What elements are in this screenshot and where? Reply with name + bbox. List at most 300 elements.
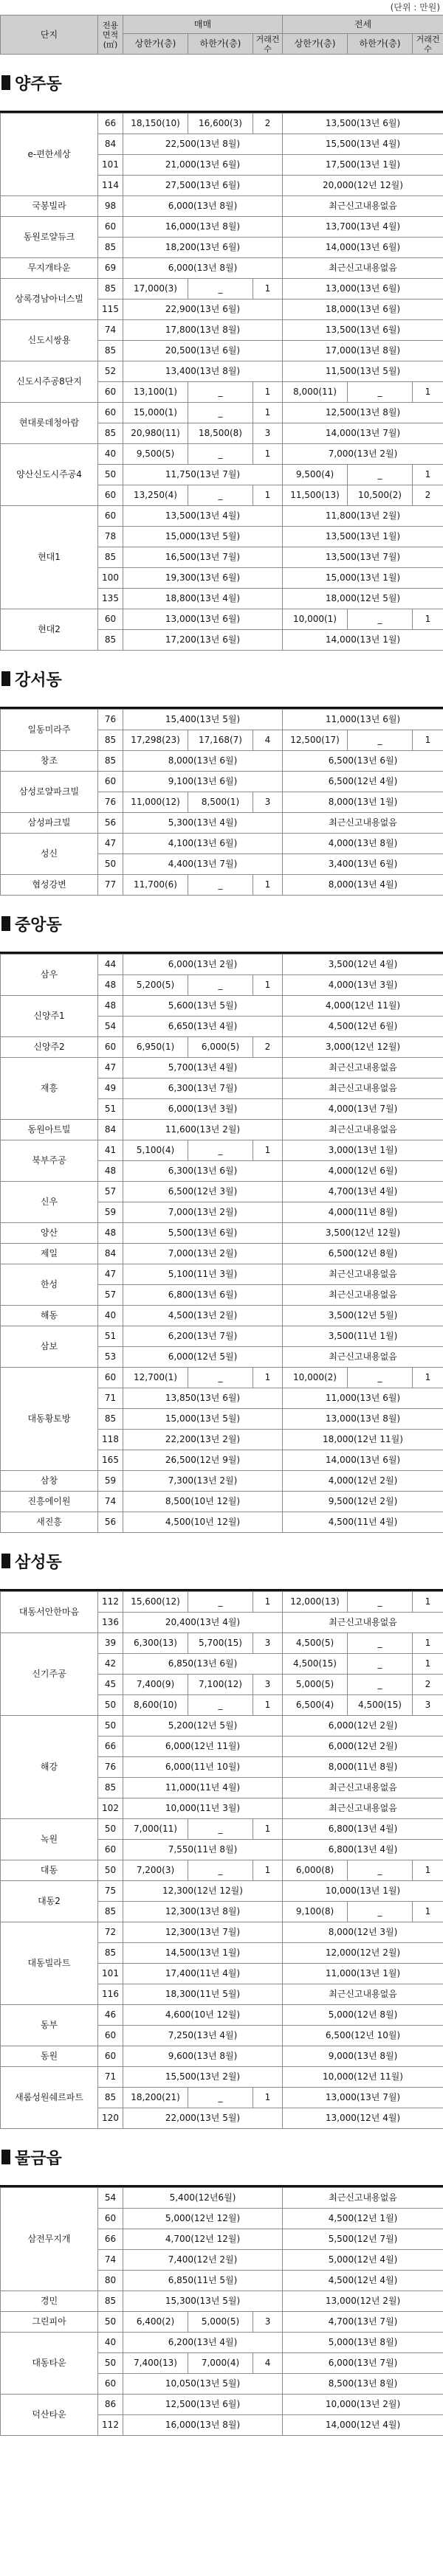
sale-upper: 10,050(13년 5월) — [123, 2374, 283, 2395]
sale-upper: 6,000(12년 5월) — [123, 1347, 283, 1368]
sale-upper: 4,700(12년 12월) — [123, 2229, 283, 2250]
area: 40 — [98, 2333, 123, 2353]
table-row — [1, 1492, 443, 1512]
lease-upper: 13,700(13년 4월) — [283, 217, 443, 238]
area: 69 — [98, 258, 123, 279]
lease-upper: 최근신고내용없음 — [283, 1078, 443, 1099]
section-title — [0, 55, 443, 111]
lease-upper: 4,500(15) — [283, 1654, 348, 1675]
lease-upper: 18,000(12년 5월) — [283, 589, 443, 609]
area: 51 — [98, 1326, 123, 1347]
sale-lower: _ — [188, 2088, 253, 2108]
area: 66 — [98, 2229, 123, 2250]
table-row — [1, 2188, 443, 2209]
unit-note: (단위 : 만원) — [390, 2, 440, 13]
sale-upper: 9,500(5) — [123, 444, 188, 465]
lease-upper: 14,000(13년 6월) — [283, 1450, 443, 1471]
section-table — [0, 1591, 443, 2129]
sale-upper: 6,300(13) — [123, 1633, 188, 1654]
area: 120 — [98, 2108, 123, 2129]
lease-upper: 7,000(13년 2월) — [283, 444, 443, 465]
lease-upper: 4,700(13년 4월) — [283, 1182, 443, 1202]
header-lease: 전세 — [283, 15, 443, 34]
lease-count: 1 — [413, 730, 443, 751]
lease-count: 1 — [413, 1654, 443, 1675]
sale-lower: _ — [188, 1695, 253, 1716]
lease-upper: 13,500(13년 6월) — [283, 320, 443, 341]
complex-name: 삼창 — [1, 1471, 98, 1492]
table-row — [1, 813, 443, 834]
sale-upper: 7,000(13년 2월) — [123, 1202, 283, 1223]
complex-name: 대동 — [1, 1860, 98, 1881]
sale-upper: 16,500(13년 7월) — [123, 547, 283, 568]
sale-upper: 17,800(13년 8월) — [123, 320, 283, 341]
lease-upper: 4,500(12년 1월) — [283, 2209, 443, 2229]
complex-name: 창조 — [1, 751, 98, 772]
sale-upper: 12,700(1) — [123, 1368, 188, 1388]
area: 78 — [98, 527, 123, 547]
sale-count: 1 — [253, 1368, 283, 1388]
sale-count: 4 — [253, 730, 283, 751]
lease-upper: 9,500(4) — [283, 465, 348, 485]
lease-upper: 6,800(13년 4월) — [283, 1819, 443, 1840]
lease-lower: _ — [348, 1675, 413, 1695]
table-row — [1, 217, 443, 238]
section-table — [0, 954, 443, 1533]
lease-upper: 13,500(13년 6월) — [283, 114, 443, 134]
area: 85 — [98, 2291, 123, 2312]
section-title — [0, 1533, 443, 1589]
table-row — [1, 710, 443, 730]
area: 112 — [98, 1592, 123, 1613]
lease-count: 2 — [413, 1675, 443, 1695]
sale-upper: 6,850(13년 6월) — [123, 1654, 283, 1675]
sale-upper: 13,250(4) — [123, 485, 188, 506]
area: 48 — [98, 1161, 123, 1182]
table-row — [1, 609, 443, 630]
sale-count: 3 — [253, 1675, 283, 1695]
complex-name: 새진흥 — [1, 1512, 98, 1533]
sale-upper: 27,500(13년 6월) — [123, 176, 283, 196]
lease-upper: 4,000(11년 8월) — [283, 1202, 443, 1223]
area: 84 — [98, 1244, 123, 1264]
lease-upper: 4,000(13년 7월) — [283, 1099, 443, 1120]
lease-upper: 3,500(12년 5월) — [283, 1306, 443, 1326]
sale-lower: _ — [188, 403, 253, 423]
complex-name: 동원 — [1, 2046, 98, 2067]
sale-upper: 11,000(11년 4월) — [123, 1778, 283, 1798]
sale-upper: 5,500(13년 6월) — [123, 1223, 283, 1244]
area: 42 — [98, 1654, 123, 1675]
header-sale-lower: 하한가(층) — [188, 34, 253, 55]
lease-upper: 15,500(13년 4월) — [283, 134, 443, 155]
header-complex: 단지 — [1, 15, 98, 55]
lease-upper: 최근신고내용없음 — [283, 1264, 443, 1285]
sale-upper: 13,100(1) — [123, 382, 188, 403]
complex-name: 무지개타운 — [1, 258, 98, 279]
sale-upper: 17,400(11년 4월) — [123, 1964, 283, 1984]
complex-name: 신도시주공8단지 — [1, 361, 98, 403]
sale-count: 1 — [253, 1695, 283, 1716]
lease-count: 3 — [413, 1695, 443, 1716]
area: 60 — [98, 2209, 123, 2229]
lease-upper: 5,000(13년 8월) — [283, 2333, 443, 2353]
sale-upper: 6,950(1) — [123, 1037, 188, 1058]
table-row — [1, 751, 443, 772]
complex-name: 진흥에이원 — [1, 1492, 98, 1512]
sale-count: 2 — [253, 1037, 283, 1058]
table-row — [1, 403, 443, 423]
lease-upper: 13,000(12년 4월) — [283, 2108, 443, 2129]
area: 60 — [98, 506, 123, 527]
lease-upper: 10,000(1) — [283, 609, 348, 630]
complex-name: 삼전무지개 — [1, 2188, 98, 2291]
area: 50 — [98, 2312, 123, 2333]
table-row — [1, 772, 443, 792]
lease-upper: 10,000(13년 2월) — [283, 2395, 443, 2415]
sale-lower: _ — [188, 1140, 253, 1161]
lease-upper: 4,000(12년 11월) — [283, 996, 443, 1017]
table-row — [1, 258, 443, 279]
lease-upper: 6,800(13년 4월) — [283, 1840, 443, 1860]
sale-upper: 13,500(13년 4월) — [123, 506, 283, 527]
sale-upper: 5,100(11년 3월) — [123, 1264, 283, 1285]
header-sale-count: 거래건수 — [253, 34, 283, 55]
area: 46 — [98, 2005, 123, 2026]
sale-upper: 17,200(13년 6월) — [123, 630, 283, 651]
area: 56 — [98, 813, 123, 834]
section-title — [0, 651, 443, 707]
lease-count: 1 — [413, 1633, 443, 1654]
area: 59 — [98, 1471, 123, 1492]
sale-upper: 22,900(13년 6월) — [123, 300, 283, 320]
sale-upper: 8,000(13년 6월) — [123, 751, 283, 772]
area: 74 — [98, 2250, 123, 2271]
table-row — [1, 114, 443, 134]
area: 57 — [98, 1285, 123, 1306]
sale-upper: 4,100(13년 6월) — [123, 834, 283, 854]
sale-lower: 5,000(5) — [188, 2312, 253, 2333]
lease-lower: _ — [348, 609, 413, 630]
table-row — [1, 1716, 443, 1737]
area: 85 — [98, 238, 123, 258]
sale-upper: 7,550(11년 8월) — [123, 1840, 283, 1860]
lease-upper: 14,000(13년 1월) — [283, 630, 443, 651]
complex-name: 경민 — [1, 2291, 98, 2312]
sale-upper: 12,300(12년 12월) — [123, 1881, 283, 1902]
lease-upper: 18,000(13년 6월) — [283, 300, 443, 320]
sale-upper: 7,400(13) — [123, 2353, 188, 2374]
sale-upper: 6,000(12년 11월) — [123, 1737, 283, 1757]
lease-upper: 8,000(13년 1월) — [283, 792, 443, 813]
area: 50 — [98, 854, 123, 875]
header-area: 전용면적(㎡) — [98, 15, 123, 55]
lease-upper: 6,500(12년 10월) — [283, 2026, 443, 2046]
area: 49 — [98, 1078, 123, 1099]
lease-count: 1 — [413, 609, 443, 630]
table-row — [1, 2312, 443, 2333]
complex-name: 신양주2 — [1, 1037, 98, 1058]
area: 66 — [98, 114, 123, 134]
complex-name: 해강 — [1, 1716, 98, 1819]
lease-upper: 4,500(12년 6월) — [283, 1017, 443, 1037]
area: 50 — [98, 1716, 123, 1737]
sale-upper: 13,850(13년 6월) — [123, 1388, 283, 1409]
lease-lower: 4,500(15) — [348, 1695, 413, 1716]
section-title-text: 물금읍 — [15, 2149, 62, 2168]
lease-upper: 4,500(12년 4월) — [283, 2271, 443, 2291]
area: 118 — [98, 1430, 123, 1450]
complex-name: 국봉빌라 — [1, 196, 98, 217]
sale-upper: 6,200(13년 7월) — [123, 1326, 283, 1347]
sale-lower: _ — [188, 875, 253, 896]
lease-lower: _ — [348, 1368, 413, 1388]
complex-name: 현대1 — [1, 506, 98, 609]
lease-upper: 3,000(13년 1월) — [283, 1140, 443, 1161]
sale-lower: _ — [188, 444, 253, 465]
table-row — [1, 1592, 443, 1613]
lease-upper: 11,800(13년 2월) — [283, 506, 443, 527]
table-row — [1, 506, 443, 527]
lease-upper: 18,000(12년 11월) — [283, 1430, 443, 1450]
sale-lower: _ — [188, 1368, 253, 1388]
lease-lower: 10,500(2) — [348, 485, 413, 506]
section-table — [0, 2187, 443, 2436]
sale-count: 3 — [253, 1633, 283, 1654]
complex-name: 한성 — [1, 1264, 98, 1306]
sale-lower: 7,000(4) — [188, 2353, 253, 2374]
lease-upper: 12,500(17) — [283, 730, 348, 751]
lease-upper: 6,000(13년 7월) — [283, 2353, 443, 2374]
section-title-text: 중앙동 — [15, 915, 62, 935]
price-sections — [0, 55, 443, 2436]
area: 60 — [98, 609, 123, 630]
complex-name: 상록경남아너스빌 — [1, 279, 98, 320]
sale-lower: _ — [188, 279, 253, 300]
sale-count: 2 — [253, 114, 283, 134]
sale-upper: 5,600(13년 5월) — [123, 996, 283, 1017]
lease-upper: 3,500(11년 1월) — [283, 1326, 443, 1347]
lease-upper: 5,000(5) — [283, 1675, 348, 1695]
sale-upper: 20,980(11) — [123, 423, 188, 444]
sale-upper: 15,400(13년 5월) — [123, 710, 283, 730]
table-row — [1, 1860, 443, 1881]
complex-name: 녹원 — [1, 1819, 98, 1860]
table-row — [1, 955, 443, 975]
area: 60 — [98, 382, 123, 403]
complex-name: 성신 — [1, 834, 98, 875]
sale-lower: 18,500(8) — [188, 423, 253, 444]
section-marker-icon — [1, 916, 10, 931]
lease-upper: 9,500(12년 2월) — [283, 1492, 443, 1512]
table-row — [1, 361, 443, 382]
sale-upper: 7,000(13년 2월) — [123, 1244, 283, 1264]
complex-name: 현대롯데청아람 — [1, 403, 98, 444]
table-row — [1, 1306, 443, 1326]
lease-upper: 3,500(12년 12월) — [283, 1223, 443, 1244]
lease-upper: 6,000(12년 2월) — [283, 1716, 443, 1737]
sale-upper: 6,000(13년 2월) — [123, 955, 283, 975]
area: 51 — [98, 1099, 123, 1120]
section-table — [0, 709, 443, 896]
sale-upper: 4,600(10년 12월) — [123, 2005, 283, 2026]
complex-name: 대동빌라트 — [1, 1922, 98, 2005]
area: 100 — [98, 568, 123, 589]
table-row — [1, 834, 443, 854]
complex-name: 해동 — [1, 1306, 98, 1326]
lease-upper: 11,500(13년 5월) — [283, 361, 443, 382]
area: 48 — [98, 996, 123, 1017]
area: 50 — [98, 2353, 123, 2374]
table-row — [1, 2046, 443, 2067]
area: 136 — [98, 1613, 123, 1633]
lease-upper: 13,500(13년 7월) — [283, 547, 443, 568]
sale-upper: 4,500(13년 2월) — [123, 1306, 283, 1326]
complex-name: 신도시쌍용 — [1, 320, 98, 361]
area: 60 — [98, 1840, 123, 1860]
lease-upper: 8,500(13년 8월) — [283, 2374, 443, 2395]
lease-count: 1 — [413, 1902, 443, 1922]
area: 74 — [98, 320, 123, 341]
sale-upper: 6,300(13년 7월) — [123, 1078, 283, 1099]
table-row — [1, 1244, 443, 1264]
lease-lower: _ — [348, 1902, 413, 1922]
header-sale-upper: 상한가(층) — [123, 34, 188, 55]
lease-count: 2 — [413, 485, 443, 506]
lease-upper: 3,400(13년 6월) — [283, 854, 443, 875]
sale-upper: 14,500(13년 1월) — [123, 1943, 283, 1964]
area: 98 — [98, 196, 123, 217]
area: 84 — [98, 1120, 123, 1140]
lease-upper: 최근신고내용없음 — [283, 258, 443, 279]
sale-lower: _ — [188, 382, 253, 403]
header-lease-upper: 상한가(층) — [283, 34, 348, 55]
sale-upper: 18,800(13년 4월) — [123, 589, 283, 609]
lease-upper: 8,000(12년 3월) — [283, 1922, 443, 1943]
sale-count: 1 — [253, 1860, 283, 1881]
complex-name: 제일 — [1, 1244, 98, 1264]
sale-upper: 6,200(13년 4월) — [123, 2333, 283, 2353]
sale-count: 3 — [253, 792, 283, 813]
complex-name: 양산신도시주공4 — [1, 444, 98, 506]
area: 116 — [98, 1984, 123, 2005]
sale-upper: 12,300(13년 7월) — [123, 1922, 283, 1943]
lease-count: 1 — [413, 382, 443, 403]
area: 112 — [98, 2415, 123, 2436]
sale-lower: _ — [188, 485, 253, 506]
sale-upper: 5,200(5) — [123, 975, 188, 996]
area: 44 — [98, 955, 123, 975]
area: 54 — [98, 1017, 123, 1037]
table-row — [1, 320, 443, 341]
area: 41 — [98, 1140, 123, 1161]
lease-upper: 5,500(12년 7월) — [283, 2229, 443, 2250]
lease-upper: 최근신고내용없음 — [283, 1613, 443, 1633]
complex-name: 신기주공 — [1, 1633, 98, 1716]
sale-upper: 11,750(13년 7월) — [123, 465, 283, 485]
area: 114 — [98, 176, 123, 196]
area: 85 — [98, 2088, 123, 2108]
sale-upper: 6,000(13년 8월) — [123, 196, 283, 217]
complex-name: 동원로얄듀크 — [1, 217, 98, 258]
complex-name: 대동서안한마음 — [1, 1592, 98, 1633]
area: 80 — [98, 2271, 123, 2291]
complex-name: 대동2 — [1, 1881, 98, 1922]
lease-upper: 최근신고내용없음 — [283, 1347, 443, 1368]
area: 60 — [98, 2026, 123, 2046]
lease-upper: 10,000(12년 11월) — [283, 2067, 443, 2088]
header-lease-count: 거래건수 — [413, 34, 443, 55]
lease-upper: 17,500(13년 1월) — [283, 155, 443, 176]
lease-upper: 11,000(13년 1월) — [283, 1964, 443, 1984]
sale-upper: 7,250(13년 4월) — [123, 2026, 283, 2046]
complex-name: 동부 — [1, 2005, 98, 2046]
lease-upper: 최근신고내용없음 — [283, 813, 443, 834]
sale-upper: 6,850(11년 5월) — [123, 2271, 283, 2291]
lease-lower: _ — [348, 1592, 413, 1613]
lease-upper: 8,000(13년 4월) — [283, 875, 443, 896]
sale-count: 1 — [253, 975, 283, 996]
sale-upper: 15,000(1) — [123, 403, 188, 423]
lease-count: 1 — [413, 1368, 443, 1388]
sale-upper: 18,150(10) — [123, 114, 188, 134]
sale-upper: 6,800(13년 6월) — [123, 1285, 283, 1306]
sale-upper: 15,000(13년 5월) — [123, 1409, 283, 1430]
sale-count: 3 — [253, 423, 283, 444]
lease-upper: 5,000(12년 8월) — [283, 2005, 443, 2026]
header-sale: 매매 — [123, 15, 283, 34]
lease-upper: 20,000(12년 12월) — [283, 176, 443, 196]
sale-upper: 11,000(12) — [123, 792, 188, 813]
sale-lower: 16,600(3) — [188, 114, 253, 134]
complex-name: 삼성로얄파크빌 — [1, 772, 98, 813]
sale-upper: 8,500(10년 12월) — [123, 1492, 283, 1512]
lease-upper: 6,500(13년 6월) — [283, 751, 443, 772]
sale-upper: 5,300(13년 4월) — [123, 813, 283, 834]
lease-upper: 8,000(11년 8월) — [283, 1757, 443, 1778]
section-title-text: 강서동 — [15, 671, 62, 690]
area: 85 — [98, 423, 123, 444]
sale-upper: 16,000(13년 8월) — [123, 217, 283, 238]
lease-upper: 최근신고내용없음 — [283, 2188, 443, 2209]
sale-upper: 18,200(21) — [123, 2088, 188, 2108]
header-lease-lower: 하한가(층) — [348, 34, 413, 55]
lease-upper: 14,000(12년 4월) — [283, 2415, 443, 2436]
area: 75 — [98, 1881, 123, 1902]
sale-upper: 6,000(11년 10월) — [123, 1757, 283, 1778]
table-row — [1, 1471, 443, 1492]
sale-upper: 12,300(13년 8월) — [123, 1902, 283, 1922]
lease-upper: 최근신고내용없음 — [283, 1984, 443, 2005]
sale-count: 1 — [253, 444, 283, 465]
area: 86 — [98, 2395, 123, 2415]
sale-upper: 10,000(11년 3월) — [123, 1798, 283, 1819]
sale-upper: 6,650(13년 4월) — [123, 1017, 283, 1037]
lease-upper: 13,000(12년 2월) — [283, 2291, 443, 2312]
area: 45 — [98, 1675, 123, 1695]
lease-upper: 6,500(4) — [283, 1695, 348, 1716]
sale-lower: _ — [188, 1819, 253, 1840]
lease-upper: 6,500(12년 4월) — [283, 772, 443, 792]
sale-upper: 12,500(13년 6월) — [123, 2395, 283, 2415]
complex-name: 삼성파크빌 — [1, 813, 98, 834]
complex-name: 양산 — [1, 1223, 98, 1244]
table-row — [1, 1512, 443, 1533]
table-row — [1, 2291, 443, 2312]
lease-upper: 12,500(13년 8월) — [283, 403, 443, 423]
sale-count: 1 — [253, 403, 283, 423]
area: 57 — [98, 1182, 123, 1202]
